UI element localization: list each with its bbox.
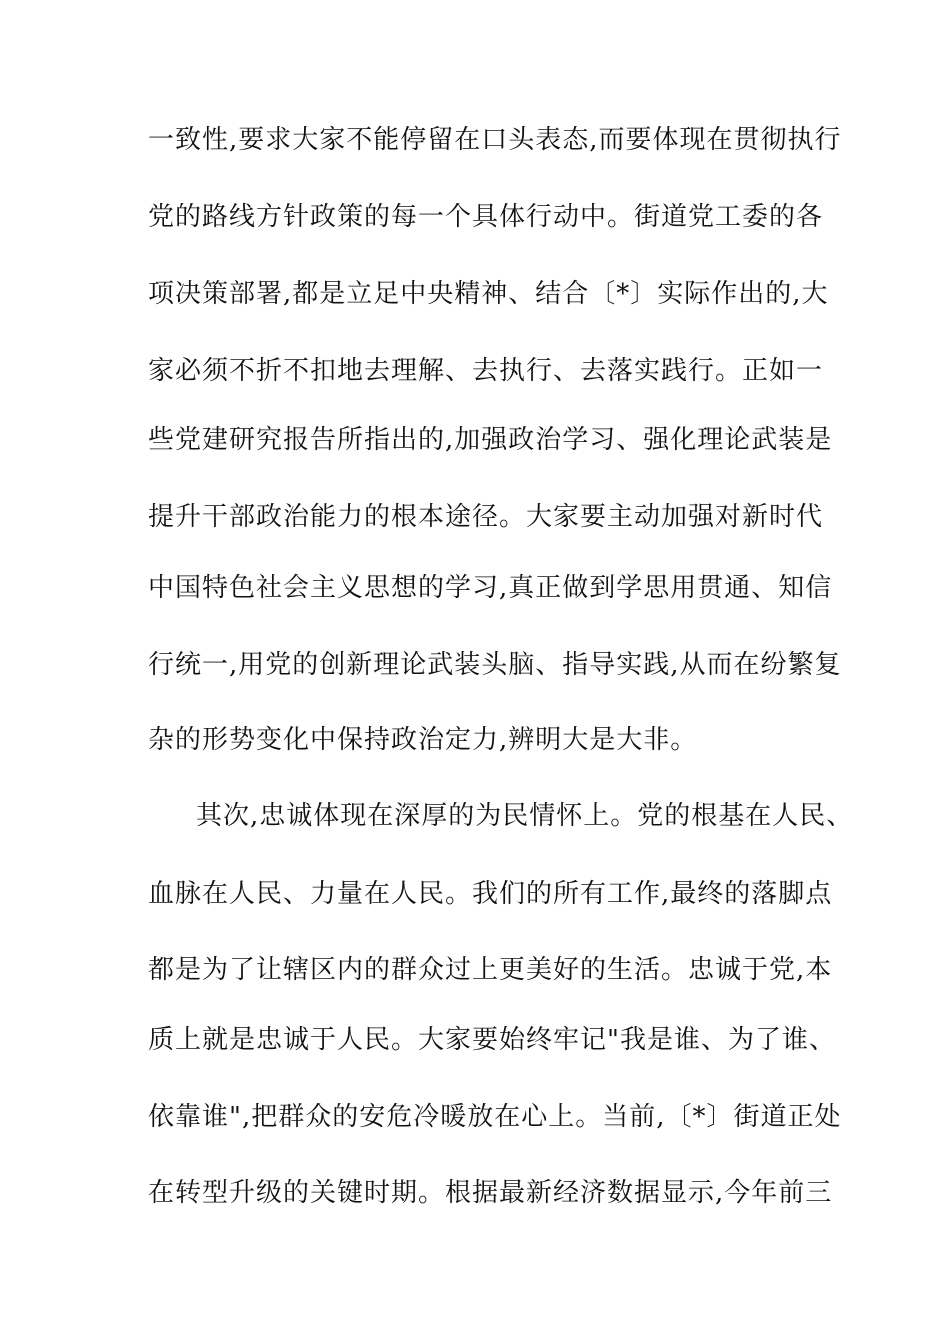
- text-line: 一致性,要求大家不能停留在口头表态,而要体现在贯彻执行: [148, 125, 842, 155]
- text-line: 中国特色社会主义思想的学习,真正做到学思用贯通、知信: [148, 573, 833, 603]
- text-line: 提升干部政治能力的根本途径。大家要主动加强对新时代: [148, 502, 824, 532]
- text-line: 些党建研究报告所指出的,加强政治学习、强化理论武装是: [148, 425, 833, 455]
- text-line: 家必须不折不扣地去理解、去执行、去落实践行。正如一: [148, 356, 824, 386]
- text-line: 都是为了让辖区内的群众过上更美好的生活。忠诚于党,本: [148, 955, 833, 985]
- text-line: 杂的形势变化中保持政治定力,辨明大是大非。: [148, 725, 698, 755]
- text-line: 行统一,用党的创新理论武装头脑、指导实践,从而在纷繁复: [148, 650, 842, 680]
- text-line: 依靠谁",把群众的安危冷暖放在心上。当前,〔*〕街道正处: [148, 1102, 842, 1132]
- text-line: 在转型升级的关键时期。根据最新经济数据显示,今年前三: [148, 1178, 833, 1208]
- text-line: 项决策部署,都是立足中央精神、结合〔*〕实际作出的,大: [148, 279, 829, 309]
- text-line: 血脉在人民、力量在人民。我们的所有工作,最终的落脚点: [148, 879, 833, 909]
- text-line: 党的路线方针政策的每一个具体行动中。街道党工委的各: [148, 202, 824, 232]
- paragraph-first-line: 其次,忠诚体现在深厚的为民情怀上。党的根基在人民、: [196, 801, 854, 831]
- text-line: 质上就是忠诚于人民。大家要始终牢记"我是谁、为了谁、: [148, 1025, 836, 1055]
